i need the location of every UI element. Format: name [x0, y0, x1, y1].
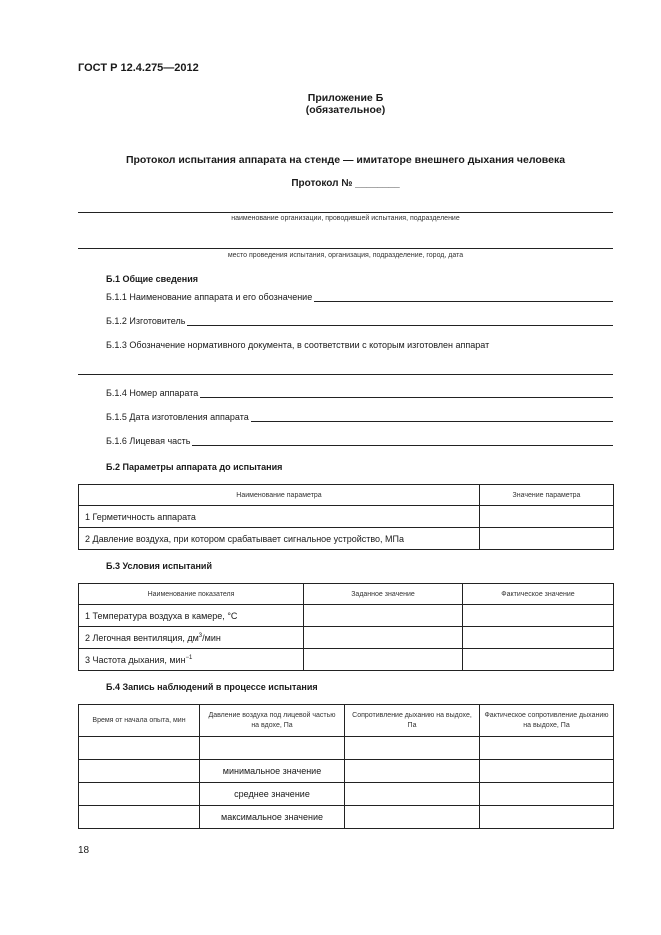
records-table: [78, 704, 614, 829]
place-caption: место проведения испытания, организация, подразделение, город, дата: [227, 252, 464, 259]
indicator-text: 3 Частота дыхания, мин: [85, 654, 186, 665]
col-actual-value: Фактическое значение: [463, 584, 614, 605]
field-label: Б.1.5 Дата изготовления аппарата: [106, 412, 249, 422]
fill-line: [251, 412, 613, 422]
table-header-row: [79, 584, 614, 605]
param-name-cell: 2 Давление воздуха, при котором срабатывает сигнальное устройство, МПа: [79, 528, 480, 550]
table-header-row: [79, 485, 614, 506]
set-value-cell: [304, 649, 463, 671]
avg-value-label: среднее значение: [200, 783, 345, 806]
fill-line: [192, 436, 613, 446]
record-cell: [79, 760, 200, 783]
field-label: Б.1.6 Лицевая часть: [106, 436, 191, 446]
param-value-cell: [480, 528, 614, 550]
org-caption: наименование организации, проводившей испытания, подразделение: [231, 215, 460, 222]
record-cell: [480, 783, 614, 806]
record-cell: [480, 760, 614, 783]
col-param-name: Наименование параметра: [79, 485, 480, 506]
record-cell: [345, 737, 480, 760]
param-value-cell: [480, 506, 614, 528]
conditions-table: [78, 583, 614, 671]
table-row: [79, 783, 614, 806]
max-value-label: максимальное значение: [200, 806, 345, 829]
record-cell: [79, 783, 200, 806]
table-row: [79, 506, 614, 528]
table-row: [79, 605, 614, 627]
min-value-label: минимальное значение: [200, 760, 345, 783]
record-cell: [345, 783, 480, 806]
section-params-title: Б.2 Параметры аппарата до испытания: [106, 462, 283, 472]
set-value-cell: [304, 627, 463, 649]
set-value-cell: [304, 605, 463, 627]
indicator-text: 2 Легочная вентиляция, дм: [85, 632, 199, 643]
field-label: Б.1.2 Изготовитель: [106, 316, 186, 326]
section-general-title: Б.1 Общие сведения: [106, 274, 199, 284]
table-row: [79, 806, 614, 829]
col-inhale-pressure: Давление воздуха под лицевой частью на вдохе, Па: [200, 705, 345, 737]
annex-subtitle: (обязательное): [305, 104, 386, 116]
col-set-value: Заданное значение: [304, 584, 463, 605]
record-cell: [480, 737, 614, 760]
fill-line: [200, 388, 613, 398]
superscript: −1: [185, 654, 193, 661]
field-manufacturer: [106, 316, 613, 326]
field-device-number: [106, 388, 613, 398]
actual-value-cell: [463, 627, 614, 649]
protocol-number: Протокол № ________: [291, 178, 400, 189]
indicator-cell: [79, 627, 304, 649]
document-id: ГОСТ Р 12.4.275—2012: [78, 62, 199, 74]
col-param-value: Значение параметра: [480, 485, 614, 506]
table-row: [79, 760, 614, 783]
field-device-name: [106, 292, 613, 302]
field-manufacture-date: [106, 412, 613, 422]
table-row: [79, 627, 614, 649]
actual-value-cell: [463, 605, 614, 627]
params-table: [78, 484, 614, 550]
record-cell: [480, 806, 614, 829]
normative-doc-line: [78, 374, 613, 375]
col-exhale-resistance: Сопротивление дыханию на выдохе, Па: [345, 705, 480, 737]
section-conditions-title: Б.3 Условия испытаний: [106, 561, 213, 571]
table-row: [79, 528, 614, 550]
field-normative-doc: Б.1.3 Обозначение нормативного документа, в соответствии с которым изготовлен аппарат: [106, 340, 490, 350]
page-number: 18: [78, 845, 90, 856]
protocol-title: Протокол испытания аппарата на стенде — имитаторе внешнего дыхания человека: [125, 154, 566, 166]
indicator-cell: [79, 649, 304, 671]
indicator-text: /мин: [202, 632, 221, 643]
param-name-cell: 1 Герметичность аппарата: [79, 506, 480, 528]
col-time: Время от начала опыта, мин: [79, 705, 200, 737]
org-line: [78, 212, 613, 213]
record-cell: [345, 760, 480, 783]
col-actual-resistance: Фактическое сопротивление дыханию на выдохе, Па: [480, 705, 614, 737]
table-header-row: [79, 705, 614, 737]
field-label: Б.1.4 Номер аппарата: [106, 388, 199, 398]
record-cell: [345, 806, 480, 829]
record-cell: [200, 737, 345, 760]
record-cell: [79, 737, 200, 760]
fill-line: [314, 292, 613, 302]
field-face-piece: [106, 436, 613, 446]
section-records-title: Б.4 Запись наблюдений в процессе испытания: [106, 682, 318, 692]
actual-value-cell: [463, 649, 614, 671]
fill-line: [187, 316, 613, 326]
indicator-cell: 1 Температура воздуха в камере, °С: [79, 605, 304, 627]
superscript: 3: [198, 632, 203, 639]
table-row: [79, 737, 614, 760]
field-label: Б.1.1 Наименование аппарата и его обозначение: [106, 292, 313, 302]
annex-title: Приложение Б: [307, 92, 384, 104]
col-indicator-name: Наименование показателя: [79, 584, 304, 605]
place-line: [78, 248, 613, 249]
table-row: [79, 649, 614, 671]
record-cell: [79, 806, 200, 829]
